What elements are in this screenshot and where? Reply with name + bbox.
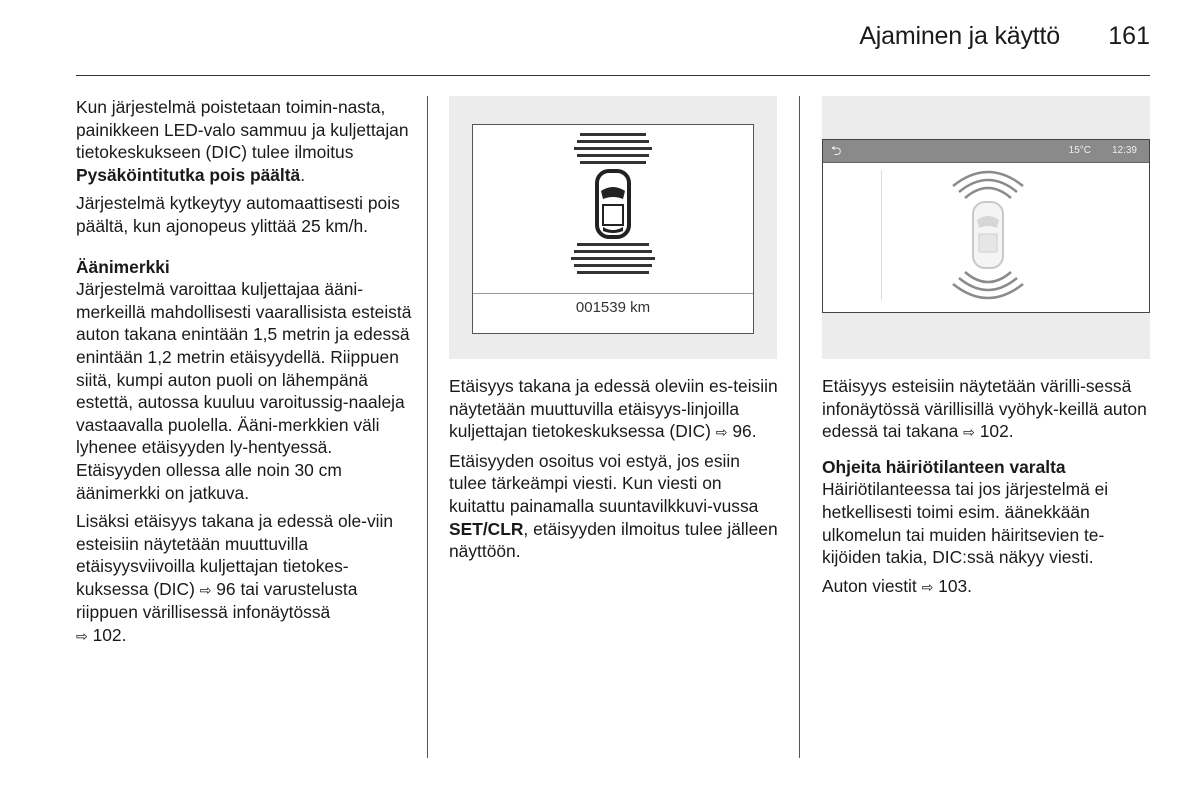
back-arrow-icon: ⮌ [831, 143, 842, 158]
info-display-screen [822, 139, 1150, 313]
xref-arrow-icon: ⇨ [963, 424, 975, 441]
page-reference: 102 [92, 625, 122, 646]
page-reference: 96 [216, 578, 236, 599]
dic-parking-figure [449, 96, 777, 359]
column-2 [449, 375, 781, 569]
column-divider-2 [799, 96, 800, 758]
emphasis: Pysäköintitutka pois päältä [76, 164, 301, 185]
paragraph: Häiriötilanteessa tai jos järjestelmä ei hetkellisesti toimi esim. äänekkään ulkomelun tai muiden häiritsevien te-kijöiden takia, DIC:ssä näkyy viesti. [822, 479, 1109, 568]
display-divider [881, 170, 882, 300]
car-top-view-icon [597, 171, 629, 237]
parking-sensor-graphic [473, 125, 753, 293]
paragraph: Järjestelmä kytkeytyy automaattisesti pois päältä, kun ajonopeus ylittää 25 km/h. [76, 193, 400, 236]
page-reference: 103 [938, 575, 968, 596]
paragraph: Etäisyys takana ja edessä oleviin es-teisiin näytetään muuttuvilla etäisyys-linjoilla kuljettajan tietokeskuksessa (DIC) ⇨ 96. [449, 376, 778, 442]
dic-screen [472, 124, 754, 334]
column-divider-1 [427, 96, 428, 758]
paragraph: Kun järjestelmä poistetaan toimin-nasta, painikkeen LED-valo sammuu ja kuljettajan tietokeskukseen (DIC) tulee ilmoitus Pysäköintitutka pois päältä. [76, 97, 409, 185]
paragraph: Järjestelmä varoittaa kuljettajaa ääni-merkeillä mahdollisesti vaarallisista esteistä auton takana enintään 1,5 metrin ja edessä enintään 1,2 metrin etäisyydellä. Riippuen siitä, kumpi auton puoli on lähempänä estettä, autossa kuuluu varoitussig-naaleja vastaavalla puolella. Ääni-merkkien väli lyhenee etäisyyden ly-hentyessä. Etäisyyden ollessa alle noin 30 cm äänimerkki on jatkuva. [76, 279, 412, 503]
paragraph: Lisäksi etäisyys takana ja edessä ole-viin esteisiin näytetään muuttuvilla etäisyysviivoilla kuljettajan tietokes-kuksessa (DIC) ⇨ 96 tai varustelusta riippuen värillisessä infonäytössä ⇨ 102. [76, 511, 394, 646]
header-divider [76, 75, 1150, 76]
paragraph: Etäisyyden osoitus voi estyä, jos esiin tulee tärkeämpi viesti. Kun viesti on kuitattu painamalla suuntavilkkuvi-vussa SET/CLR, etäisyyden ilmoitus tulee jälleen näyttöön. [449, 450, 778, 562]
section-heading: Äänimerkki [76, 256, 170, 277]
column-3 [822, 375, 1154, 604]
page-number: 161 [1108, 22, 1150, 50]
clock-readout: 12:39 [1111, 145, 1137, 156]
paragraph: Etäisyys esteisiin näytetään värilli-sessä infonäytössä värillisillä vyöhyk-keillä auton edessä tai takana ⇨ 102. [822, 376, 1147, 442]
info-display-figure [822, 96, 1150, 359]
xref-arrow-icon: ⇨ [199, 581, 212, 598]
car-top-view-icon [973, 202, 1003, 268]
parking-zones-graphic [923, 166, 1053, 308]
status-bar [823, 140, 1149, 163]
xref-arrow-icon: ⇨ [715, 424, 728, 441]
temperature-readout: 15°C [1068, 145, 1091, 156]
emphasis: SET/CLR [449, 518, 524, 539]
column-1 [76, 96, 414, 654]
page-reference: 102 [979, 421, 1009, 442]
page-reference: 96 [732, 421, 752, 442]
xref-arrow-icon: ⇨ [921, 578, 934, 595]
xref-arrow-icon: ⇨ [76, 628, 88, 645]
section-heading: Ohjeita häiriötilanteen varalta [822, 456, 1066, 477]
paragraph: Auton viestit ⇨ 103. [822, 575, 973, 596]
odometer-readout: 001539 km [575, 299, 651, 316]
page-header-title: Ajaminen ja käyttö [859, 22, 1060, 50]
display-divider [473, 293, 753, 294]
